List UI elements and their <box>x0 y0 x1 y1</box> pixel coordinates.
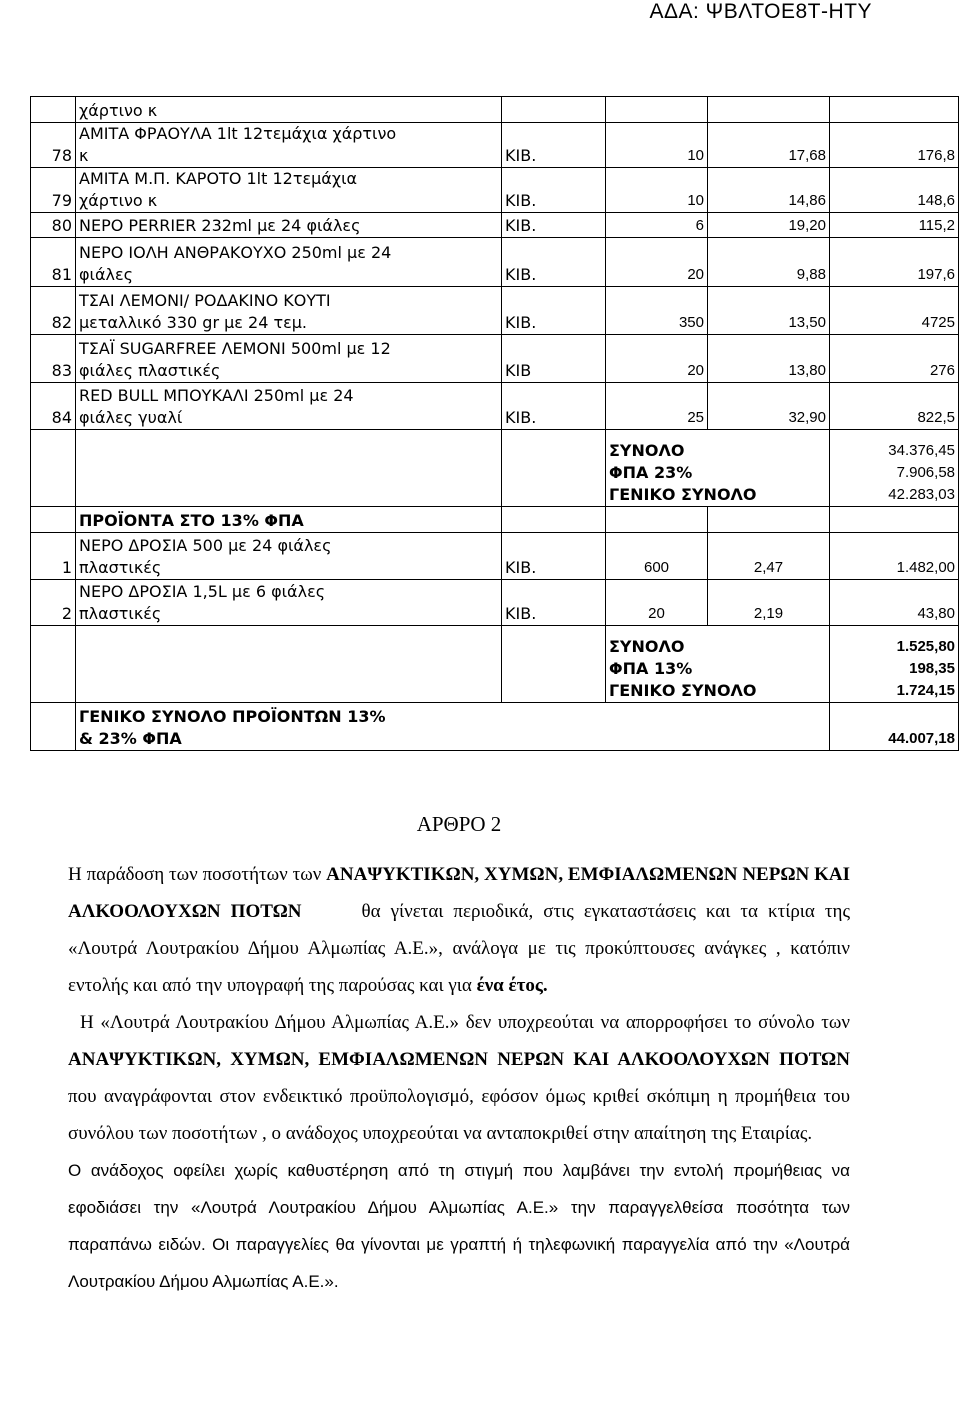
item-description: ΤΣΑΪ SUGARFREE ΛΕΜΟΝΙ 500ml με 12 φιάλες πλαστικές <box>76 335 502 383</box>
article-2 <box>68 810 850 1300</box>
item-price: 19,20 <box>708 213 830 238</box>
article-paragraph-2: Η «Λουτρά Λουτρακίου Δήμου Αλμωπίας Α.Ε.» δεν υποχρεούται να απορροφήσει το σύνολο των ΑΝΑΨΥΚΤΙΚΩΝ, ΧΥΜΩΝ, ΕΜΦΙΑΛΩΜΕΝΩΝ ΝΕΡΩΝ ΚΑΙ ΑΛΚΟΟΛΟΥΧΩΝ ΠΟΤΩΝ που αναγράφονται στον ενδεικτικό προϋπολογισμό, εφόσον όμως κριθεί σκόπιμη η προμήθεια του συνόλου των ποσοτήτων , ο ανάδοχος υποχρεούται να ανταποκριθεί στην απαίτηση της Εταιρίας. <box>68 1012 850 1144</box>
item-total: 276 <box>830 335 959 383</box>
item-qty: 10 <box>606 168 708 213</box>
item-unit: ΚΙΒ. <box>502 580 606 626</box>
item-price: 13,80 <box>708 335 830 383</box>
item-qty: 25 <box>606 383 708 430</box>
article-title: ΑΡΘΡΟ 2 <box>416 812 502 836</box>
item-total: 148,6 <box>830 168 959 213</box>
item-number <box>31 97 76 123</box>
table-row <box>31 97 959 123</box>
item-description: ΝΕΡΟ ΙΟΛΗ ΑΝΘΡΑΚΟΥΧΟ 250ml με 24 φιάλες <box>76 238 502 287</box>
section-title-row <box>31 507 959 533</box>
item-unit: ΚΙΒ. <box>502 287 606 335</box>
item-description: RED BULL ΜΠΟΥΚΑΛΙ 250ml με 24 φιάλες γυαλί <box>76 383 502 430</box>
item-number: 79 <box>31 168 76 213</box>
item-price: 32,90 <box>708 383 830 430</box>
table-row <box>31 123 959 168</box>
table-row <box>31 335 959 383</box>
item-unit: ΚΙΒ. <box>502 238 606 287</box>
item-total: 822,5 <box>830 383 959 430</box>
totals-13-values: 1.525,80 198,35 1.724,15 <box>830 626 959 703</box>
item-price: 17,68 <box>708 123 830 168</box>
item-description: ΝΕΡΟ PERRIER 232ml με 24 φιάλες <box>76 213 502 238</box>
table-row <box>31 213 959 238</box>
item-number: 78 <box>31 123 76 168</box>
table-row <box>31 238 959 287</box>
item-unit: ΚΙΒ. <box>502 168 606 213</box>
table-row <box>31 287 959 335</box>
item-price: 14,86 <box>708 168 830 213</box>
totals-23-values: 34.376,45 7.906,58 42.283,03 <box>830 430 959 507</box>
item-description: ΑΜΙΤΑ ΦΡΑΟΥΛΑ 1lt 12τεμάχια χάρτινο κ <box>76 123 502 168</box>
item-total: 1.482,00 <box>830 533 959 580</box>
item-number: 81 <box>31 238 76 287</box>
item-description: ΑΜΙΤΑ Μ.Π. ΚΑΡΟΤΟ 1lt 12τεμάχια χάρτινο κ <box>76 168 502 213</box>
item-unit: ΚΙΒ. <box>502 383 606 430</box>
item-qty: 350 <box>606 287 708 335</box>
table-row <box>31 383 959 430</box>
ada-code: ΑΔΑ: ΨΒΛΤΟΕ8Τ-ΗΤΥ <box>649 0 872 23</box>
grand-total-row <box>31 703 959 751</box>
item-qty: 20 <box>606 238 708 287</box>
grand-total-label: ΓΕΝΙΚΟ ΣΥΝΟΛΟ ΠΡΟΪΟΝΤΩΝ 13% & 23% ΦΠΑ <box>76 703 830 751</box>
item-number: 2 <box>31 580 76 626</box>
item-number: 1 <box>31 533 76 580</box>
article-paragraph-3: Ο ανάδοχος οφείλει χωρίς καθυστέρηση από τη στιγμή που λαμβάνει την εντολή προμήθειας να εφοδιάσει την «Λουτρά Λουτρακίου Δήμου Αλμωπίας Α.Ε.» την παραγγελθείσα ποσότητα των παραπάνω ειδών. Οι παραγγελίες θα γίνονται με γραπτή ή τηλεφωνική παραγγελία από την «Λουτρά Λουτρακίου Δήμου Αλμωπίας Α.Ε.». <box>68 1161 850 1291</box>
item-total: 197,6 <box>830 238 959 287</box>
item-unit: ΚΙΒ. <box>502 213 606 238</box>
item-price: 13,50 <box>708 287 830 335</box>
item-price: 9,88 <box>708 238 830 287</box>
item-number: 82 <box>31 287 76 335</box>
table-row <box>31 580 959 626</box>
item-qty: 600 <box>606 533 708 580</box>
item-total: 43,80 <box>830 580 959 626</box>
item-description: χάρτινο κ <box>76 97 502 123</box>
item-description: ΝΕΡΟ ΔΡΟΣΙΑ 500 με 24 φιάλες πλαστικές <box>76 533 502 580</box>
item-number: 84 <box>31 383 76 430</box>
totals-13-row <box>31 626 959 703</box>
grand-total-value: 44.007,18 <box>830 703 959 751</box>
totals-13-labels: ΣΥΝΟΛΟ ΦΠΑ 13% ΓΕΝΙΚΟ ΣΥΝΟΛΟ <box>606 626 830 703</box>
item-unit: ΚΙΒ. <box>502 123 606 168</box>
item-unit: ΚΙΒ <box>502 335 606 383</box>
item-unit: ΚΙΒ. <box>502 533 606 580</box>
table-row <box>31 168 959 213</box>
item-number: 80 <box>31 213 76 238</box>
item-total: 115,2 <box>830 213 959 238</box>
item-qty: 20 <box>606 335 708 383</box>
item-description: ΤΣΑΙ ΛΕΜΟΝΙ/ ΡΟΔΑΚΙΝΟ ΚΟΥΤΙ μεταλλικό 330 gr με 24 τεμ. <box>76 287 502 335</box>
item-total: 176,8 <box>830 123 959 168</box>
item-qty: 6 <box>606 213 708 238</box>
item-qty: 20 <box>606 580 708 626</box>
item-qty: 10 <box>606 123 708 168</box>
item-total: 4725 <box>830 287 959 335</box>
item-price: 2,47 <box>708 533 830 580</box>
price-table <box>30 96 959 751</box>
item-price: 2,19 <box>708 580 830 626</box>
section-13-title: ΠΡΟΪΟΝΤΑ ΣΤΟ 13% ΦΠΑ <box>76 507 502 533</box>
table-row <box>31 533 959 580</box>
totals-23-row <box>31 430 959 507</box>
totals-23-labels: ΣΥΝΟΛΟ ΦΠΑ 23% ΓΕΝΙΚΟ ΣΥΝΟΛΟ <box>606 430 830 507</box>
item-number: 83 <box>31 335 76 383</box>
article-paragraph-1: Η παράδοση των ποσοτήτων των ΑΝΑΨΥΚΤΙΚΩΝ, ΧΥΜΩΝ, ΕΜΦΙΑΛΩΜΕΝΩΝ ΝΕΡΩΝ ΚΑΙ ΑΛΚΟΟΛΟΥΧΩΝ ΠΟΤΩΝ θα γίνεται περιοδικά, στις εγκαταστάσεις και τα κτίρια της «Λουτρά Λουτρακίου Δήμου Αλμωπίας Α.Ε.», ανάλογα με τις προκύπτουσες ανάγκες , κατόπιν εντολής και από την υπογραφή της παρούσας και για ένα έτος. <box>68 864 850 996</box>
item-description: ΝΕΡΟ ΔΡΟΣΙΑ 1,5L με 6 φιάλες πλαστικές <box>76 580 502 626</box>
